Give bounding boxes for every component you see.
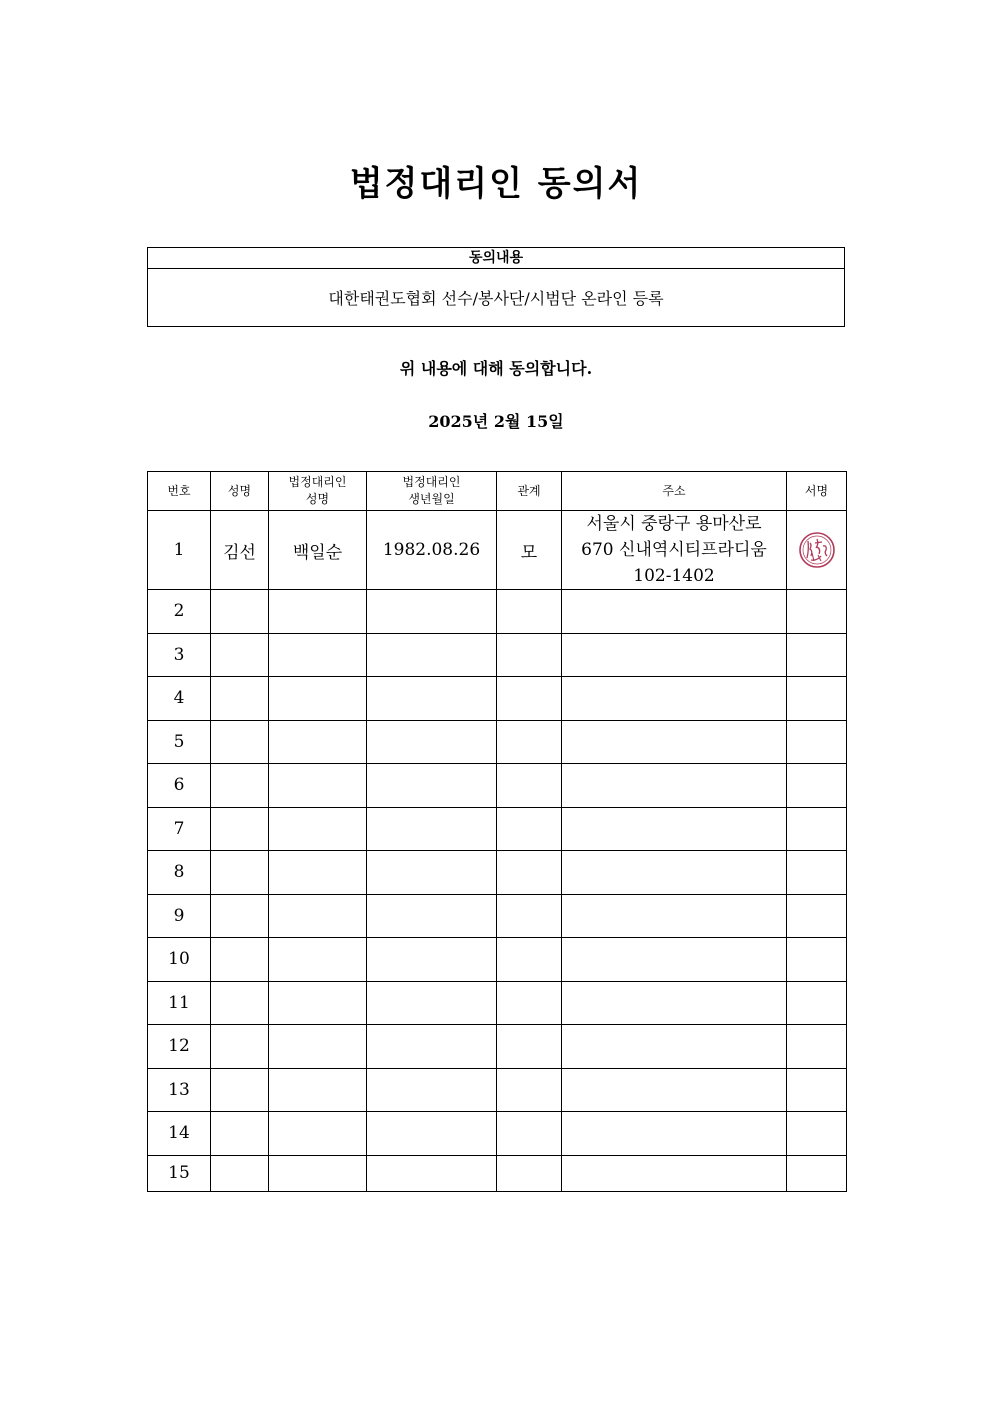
agreement-statement: 위 내용에 대해 동의합니다.: [399, 359, 593, 378]
table-row: [148, 511, 847, 590]
cell-birth: 1982.08.26: [367, 511, 497, 590]
cell-guardian: 백일순: [269, 511, 367, 590]
header-address: 주소: [562, 472, 787, 511]
header-guardian-birth-line2: 생년월일: [408, 492, 455, 506]
table-row: [148, 633, 847, 677]
table-row: [148, 764, 847, 808]
consent-box: [147, 247, 845, 327]
cell-no: 7: [148, 807, 211, 851]
table-row: [148, 807, 847, 851]
table-row: [148, 590, 847, 634]
consent-content: 대한태권도협회 선수/봉사단/시범단 온라인 등록: [328, 289, 664, 308]
cell-no: 6: [148, 764, 211, 808]
cell-no: 11: [148, 981, 211, 1025]
document-title: 법정대리인 동의서: [349, 164, 643, 204]
header-guardian-name-line1: 법정대리인: [288, 475, 347, 489]
address-line2: 670 신내역시티프라디움: [581, 540, 767, 560]
header-no: 번호: [148, 472, 211, 511]
table-row: [148, 1112, 847, 1156]
cell-no: 1: [148, 511, 211, 590]
address-line1: 서울시 중랑구 용마산로: [586, 514, 762, 534]
cell-no: 9: [148, 894, 211, 938]
cell-no: 4: [148, 677, 211, 721]
address-line3: 102-1402: [633, 566, 715, 586]
cell-relation: 모: [497, 511, 562, 590]
table-row: [148, 894, 847, 938]
table-row: [148, 677, 847, 721]
cell-no: 13: [148, 1068, 211, 1112]
cell-name: 김선: [211, 511, 269, 590]
header-guardian-name-line2: 성명: [305, 492, 330, 506]
table-row: [148, 720, 847, 764]
consent-header: 동의내용: [148, 248, 844, 269]
cell-no: 2: [148, 590, 211, 634]
header-name: 성명: [211, 472, 269, 511]
table-row: [148, 938, 847, 982]
header-guardian-birth-line1: 법정대리인: [402, 475, 461, 489]
cell-no: 10: [148, 938, 211, 982]
header-guardian-name: [269, 472, 367, 511]
header-guardian-birth: [367, 472, 497, 511]
table-row: [148, 1068, 847, 1112]
cell-no: 14: [148, 1112, 211, 1156]
table-row: [148, 981, 847, 1025]
cell-no: 15: [148, 1155, 211, 1191]
cell-no: 12: [148, 1025, 211, 1069]
table-row: [148, 1025, 847, 1069]
table-row: [148, 851, 847, 895]
seal-stamp-icon: [797, 530, 837, 570]
cell-no: 3: [148, 633, 211, 677]
guardian-table: [147, 471, 847, 1192]
table-row: [148, 1155, 847, 1191]
table-header-row: [148, 472, 847, 511]
cell-signature: [787, 511, 847, 590]
cell-no: 5: [148, 720, 211, 764]
header-signature: 서명: [787, 472, 847, 511]
header-relation: 관계: [497, 472, 562, 511]
cell-no: 8: [148, 851, 211, 895]
document-date: 2025년 2월 15일: [428, 412, 564, 431]
cell-address: [562, 511, 787, 590]
